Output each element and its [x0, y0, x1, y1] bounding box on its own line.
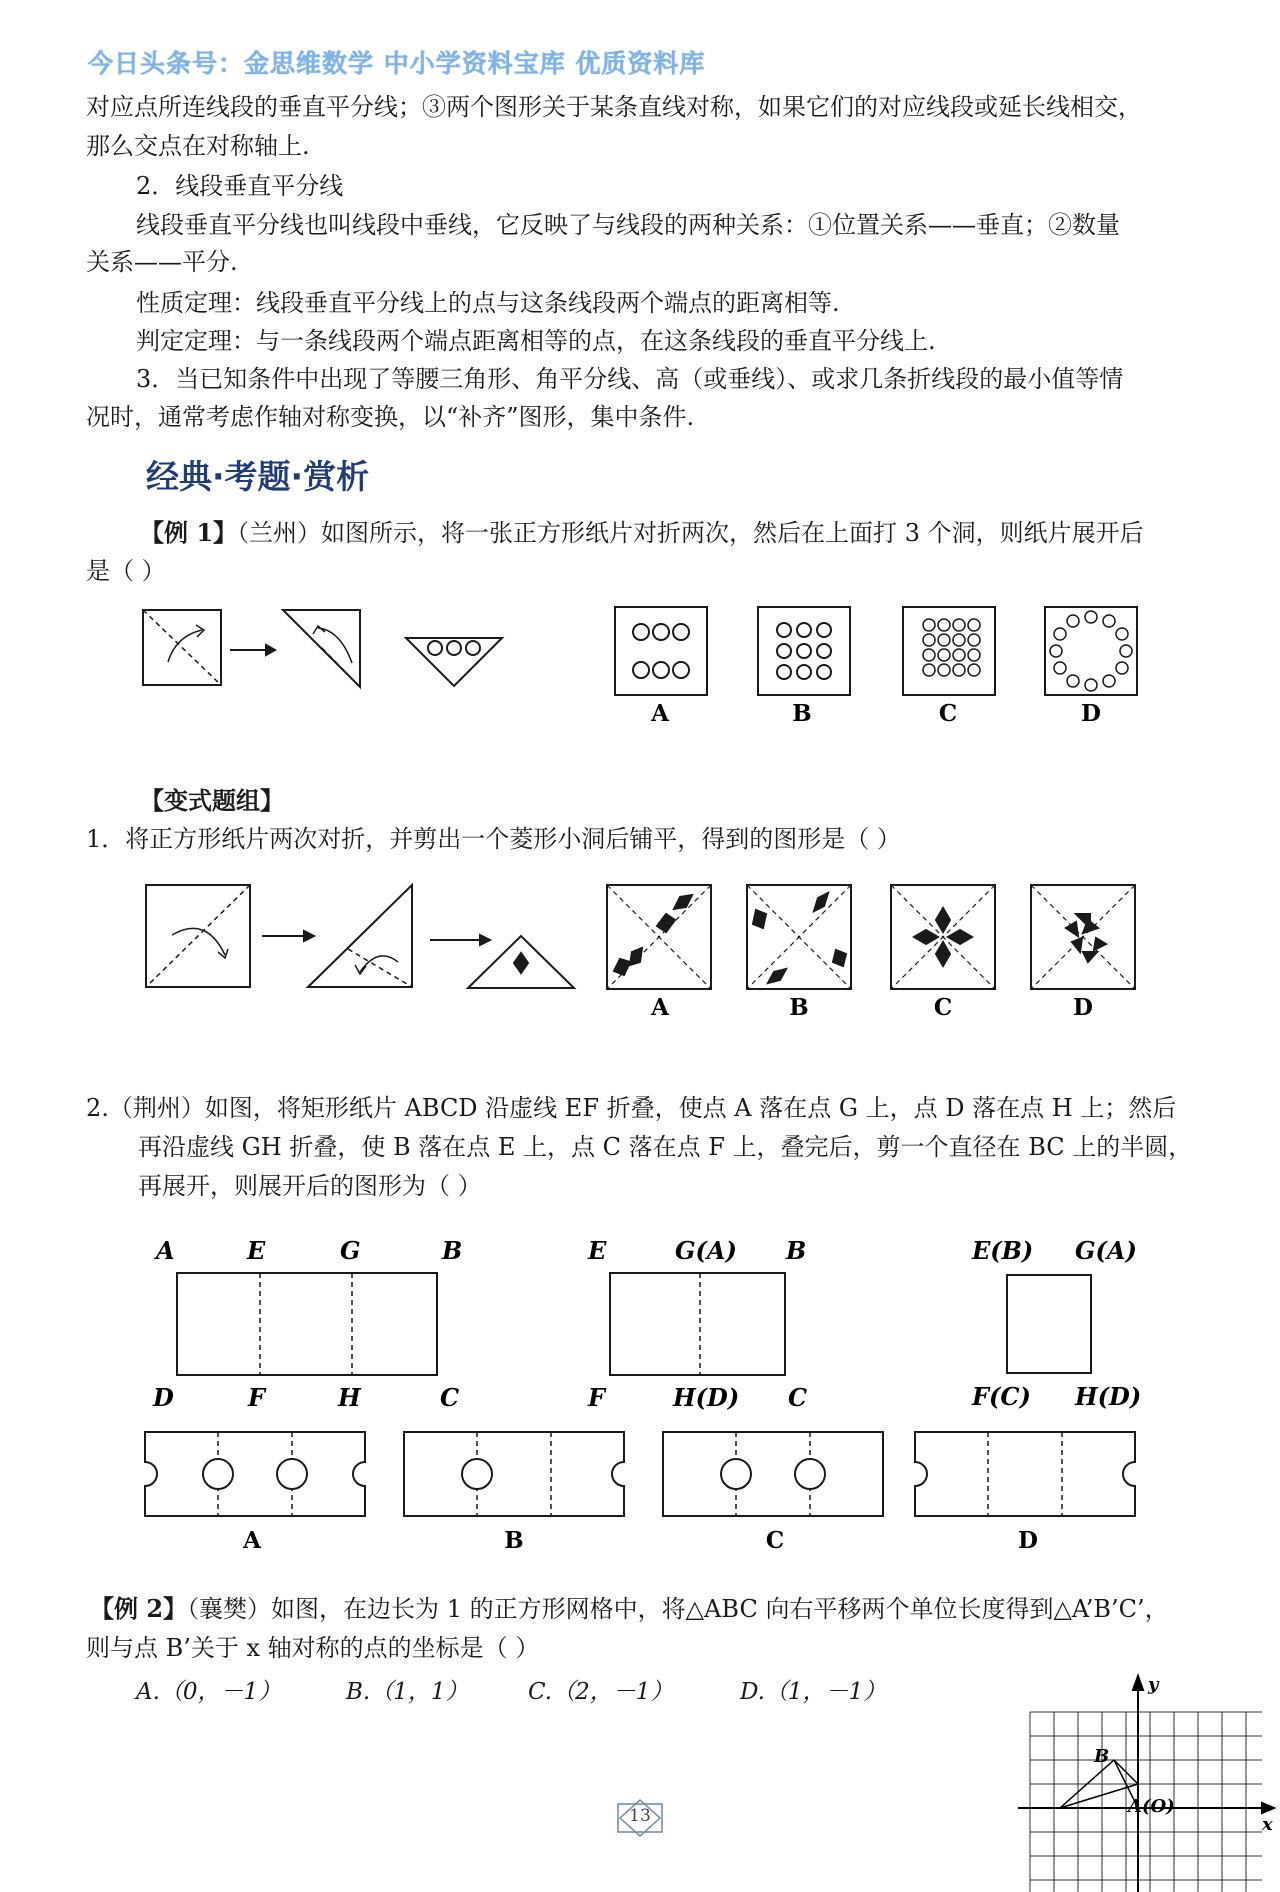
q1-option-d[interactable]: D	[1073, 994, 1093, 1021]
item3-line: 况时，通常考虑作轴对称变换，以“补齐”图形，集中条件.	[86, 403, 695, 431]
label-ga: G(A)	[675, 1236, 737, 1265]
q1-option-c[interactable]: C	[933, 994, 953, 1021]
q2-option-a[interactable]: A	[243, 1527, 261, 1554]
label-g: G	[340, 1236, 361, 1265]
label-a: A	[156, 1236, 175, 1265]
q2-text: 再展开，则展开后的图形为（ ）	[138, 1172, 482, 1200]
item3-line: 3．当已知条件中出现了等腰三角形、角平分线、高（或垂线）、或求几条折线段的最小值等情	[136, 365, 1124, 393]
label-e: E	[247, 1236, 266, 1265]
label-f: F	[248, 1383, 266, 1412]
item2-line: 线段垂直平分线也叫线段中垂线，它反映了与线段的两种关系：①位置关系——垂直；②数量	[136, 211, 1120, 239]
example1-text: 是（ ）	[86, 557, 166, 585]
intro-line: 那么交点在对称轴上.	[86, 132, 310, 160]
label-b2: B	[786, 1236, 807, 1265]
x-axis-label: x	[1262, 1814, 1273, 1835]
item2-line: 关系——平分.	[86, 248, 238, 276]
section-title: 经典·考题·赏析	[146, 457, 370, 496]
label-c: C	[440, 1383, 460, 1412]
label-fc: F(C)	[972, 1382, 1031, 1411]
example2-choice-d[interactable]: D.（1，－1）	[740, 1679, 887, 1705]
example2-choice-c[interactable]: C.（2，－1）	[528, 1679, 674, 1705]
example2-choice-b[interactable]: B.（1，1）	[346, 1679, 469, 1705]
example1-text: （兰州）如图所示，将一张正方形纸片对折两次，然后在上面打 3 个洞，则纸片展开后	[237, 519, 1144, 547]
point-b-label: B	[1094, 1746, 1110, 1767]
example2-text: （襄樊）如图，在边长为 1 的正方形网格中，将△ABC 向右平移两个单位长度得到△A’B’C’，	[187, 1595, 1169, 1623]
q2-option-d[interactable]: D	[1018, 1527, 1038, 1554]
label-d: D	[153, 1383, 174, 1412]
option-a-label[interactable]: A	[651, 700, 669, 727]
item2-title: 2．线段垂直平分线	[136, 172, 344, 200]
label-eb: E(B)	[972, 1236, 1034, 1265]
q1-option-b[interactable]: B	[789, 994, 809, 1021]
example2-text: 则与点 B’关于 x 轴对称的点的坐标是（ ）	[86, 1634, 540, 1662]
label-c2: C	[788, 1383, 808, 1412]
point-ao-label: A(O)	[1128, 1796, 1175, 1817]
option-d-label[interactable]: D	[1081, 700, 1101, 727]
page-number: 13	[629, 1806, 651, 1826]
option-c-label[interactable]: C	[938, 700, 958, 727]
q2-option-c[interactable]: C	[765, 1527, 785, 1554]
q2-option-b[interactable]: B	[504, 1527, 524, 1554]
q2-text: 2.（荆州）如图，将矩形纸片 ABCD 沿虚线 EF 折叠，使点 A 落在点 G 上，点 D 落在点 H 上；然后	[86, 1094, 1177, 1122]
q1-text: 1．将正方形纸片两次对折，并剪出一个菱形小洞后铺平，得到的图形是（ ）	[86, 825, 901, 853]
header-banner: 今日头条号：金思维数学 中小学资料宝库 优质资料库	[88, 49, 706, 78]
label-e2: E	[588, 1236, 607, 1265]
q2-text: 再沿虚线 GH 折叠，使 B 落在点 E 上，点 C 落在点 F 上，叠完后，剪一个直径在 BC 上的半圆，	[138, 1133, 1193, 1161]
example1-tag: 【例 1】	[140, 518, 238, 547]
option-b-label[interactable]: B	[792, 700, 812, 727]
q1-option-a[interactable]: A	[651, 994, 669, 1021]
y-axis-label: y	[1148, 1674, 1159, 1695]
example2-tag: 【例 2】	[90, 1594, 188, 1623]
label-hd: H(D)	[673, 1383, 740, 1412]
label-hd3: H(D)	[1075, 1382, 1142, 1411]
label-ga3: G(A)	[1075, 1236, 1137, 1265]
label-f2: F	[588, 1383, 606, 1412]
intro-line: 对应点所连线段的垂直平分线；③两个图形关于某条直线对称，如果它们的对应线段或延长线相交，	[86, 93, 1142, 121]
example2-choice-a[interactable]: A.（0，－1）	[136, 1679, 282, 1705]
label-h: H	[338, 1383, 361, 1412]
criterion-theorem: 判定定理：与一条线段两个端点距离相等的点，在这条线段的垂直平分线上.	[136, 327, 936, 355]
label-b: B	[442, 1236, 463, 1265]
property-theorem: 性质定理：线段垂直平分线上的点与这条线段两个端点的距离相等.	[136, 289, 840, 317]
variant-group-title: 【变式题组】	[140, 786, 284, 815]
